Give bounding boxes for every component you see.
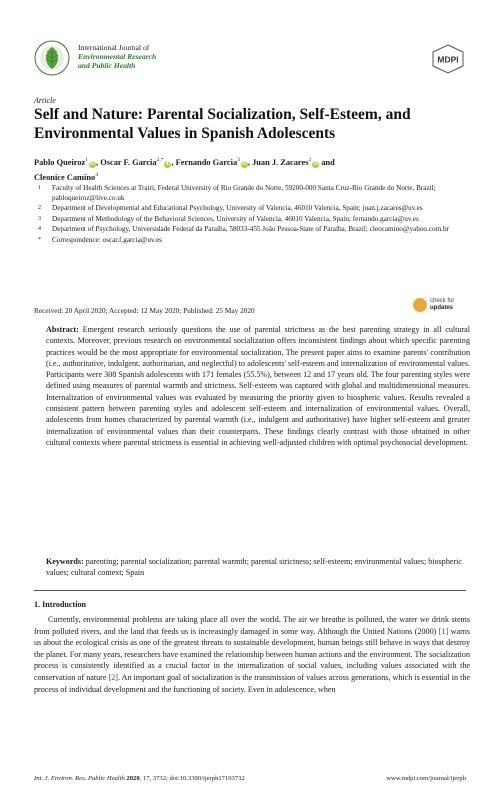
introduction-paragraph [34,614,470,695]
footer-url[interactable]: www.mdpi.com/journal/ijerph [386,775,466,782]
affiliation-number: 2 [38,205,41,212]
citation-link-2[interactable]: [2] [108,672,118,682]
check-updates-line1: check for [430,298,455,304]
author [100,158,175,167]
author-affiliation-mark: 3 [237,157,240,163]
abstract-label: Abstract: [46,325,79,334]
author-name: Cleonice Camino [34,172,96,182]
author-name: Fernando Garcia [175,157,238,167]
affiliations [38,184,472,247]
article-title: Self and Nature: Parental Socialization, Self-Esteem, and Environmental Values in Spanish Adolescents [34,106,411,142]
affiliation-text: Faculty of Health Sciences at Trairi, Federal University of Rio Grande do Norte, 59200-000 Santa Cruz-Rio Grande do Norte, Brazil; pabloqueiroz@live.co.uk [52,184,436,202]
affiliation-item [38,214,472,225]
affiliation-number: 4 [38,226,41,233]
keywords [46,556,470,579]
affiliation-text: Department of Psychology, Universidade Federal da Paraíba, 58033-455 João Pessoa-State of Paraíba, Brazil; cleocamino@yahoo.com.br [52,225,449,234]
footer-journal-abbr: Int. J. Environ. Res. Public Health [34,775,125,782]
publication-dates: Received: 20 April 2020; Accepted: 12 May 2020; Published: 25 May 2020 [34,306,255,315]
check-updates-line2: updates [430,305,454,311]
intro-text-part2: warns us about the ecological crisis as one of the greatest threats to sustainable development, human beings still behave in ways that destroy the planet. For many years, researchers have examined the relationship between human actions and the environment. The socialization process is consistently identified as a crucial factor in the internalization of social values, including values associated with the conservation of nature [34,626,470,682]
affiliation-item [38,225,472,235]
affiliation-item [38,204,472,214]
journal-name [78,43,156,71]
intro-text-part1: Currently, environmental problems are taking place all over the world. The air we breathe is polluted, the water we drink stems from polluted rivers, and the land that feeds us is increasingly damaged in some way. Although the United Nations (2000) [34,615,470,636]
check-updates-label [430,298,454,312]
author-list [34,154,474,184]
author-separator: and [319,157,335,167]
author [34,158,100,167]
author-separator: , [171,157,176,167]
journal-name-line2: Environmental Research [78,52,157,62]
author-affiliation-mark: 4 [95,171,98,178]
author-separator: , [96,157,101,167]
author [252,158,335,167]
footer-year: 2020 [126,775,140,782]
orcid-icon[interactable]: iD [90,160,96,167]
citation-link-1[interactable]: [1] [438,626,449,636]
author-affiliation-mark: 1 [85,157,89,163]
author-name: Pablo Queiroz [34,157,86,167]
keywords-label: Keywords: [46,557,84,566]
check-updates-icon [413,298,427,312]
footer-doi: , 17, 3732; doi:10.3390/ijerph17103732 [139,775,245,782]
journal-name-line3: and Public Health [78,61,136,71]
intro-text-part3: . An important goal of socialization is the transmission of values across generations, which is essential in the process of individual development and the functioning of society. Even in adolescence, when [34,672,470,694]
mdpi-logo-text: MDPI [437,54,459,65]
author-name: Juan J. Zacares [252,157,309,167]
keywords-text: parenting; parental socialization; parental warmth; parental strictness; self-esteem; environmental values; biospheric values; cultural context; Spain [46,557,463,578]
journal-header [34,40,466,80]
affiliation-text: Department of Developmental and Educational Psychology, University of Valencia, 46010 Valencia, Spain; juan.j.zacares@uv.es [52,204,423,213]
journal-logo-icon [34,40,70,76]
author [34,173,98,182]
check-for-updates-button[interactable] [413,296,469,316]
affiliation-item [38,184,472,203]
section-heading: 1. Introduction [34,600,87,609]
abstract [46,324,470,448]
journal-name-line1: International Journal of [78,43,150,52]
orcid-icon[interactable]: iD [165,160,171,167]
author-name: Oscar F. Garcia [100,157,157,167]
footer-citation [34,775,245,782]
author-affiliation-mark: 2 [308,157,312,163]
section-divider [34,590,466,591]
author [176,158,252,167]
article-type: Article [34,96,56,105]
abstract-text: Emergent research seriously questions the use of parental strictness as the best parenting strategy in all cultural contexts. Moreover, previous research on environmental socialization offers inconsistent findings about which specific parenting practices would be the most appropriate for environmental socialization. The present paper aims to examine parents' contribution (i.e., authoritative, indulgent, authoritarian, and neglectful) to adolescents' self-esteem and internalization of environmental values. Participants were 308 Spanish adolescents with 171 females (55.5%), between 12 and 17 years old. The four parenting styles were defined using measures of parental warmth and strictness. Self-esteem was captured with global and multidimensional measures. Internalization of environmental values was evaluated by measuring the priority given to biospheric values. Results revealed a consistent pattern between parenting styles and adolescent self-esteem and internalization of environmental values. Overall, adolescents from homes characterized by parental warmth (i.e., indulgent and authoritative) have higher self-esteem and greater internalization of environmental values than their counterparts. These findings clearly contrast with those obtained in other cultural contexts where parental strictness is essential in achieving well-adjusted children with optimal psychosocial development. [46,325,470,447]
affiliation-number: 3 [38,215,41,222]
author-separator: , [247,157,253,167]
affiliation-number: 1 [38,185,41,191]
affiliation-item [38,235,472,246]
author-affiliation-mark: 2,* [156,157,164,163]
affiliation-text: Department of Methodology of the Behavioral Sciences, University of Valencia, 46010 Valencia, Spain; fernando.garcia@uv.es [52,214,419,223]
affiliation-number: * [38,236,41,243]
orcid-icon[interactable]: iD [313,160,319,167]
orcid-icon[interactable]: iD [241,160,247,167]
affiliation-text: Correspondence: oscar.f.garcia@uv.es [52,235,162,244]
mdpi-logo-icon [430,44,466,74]
